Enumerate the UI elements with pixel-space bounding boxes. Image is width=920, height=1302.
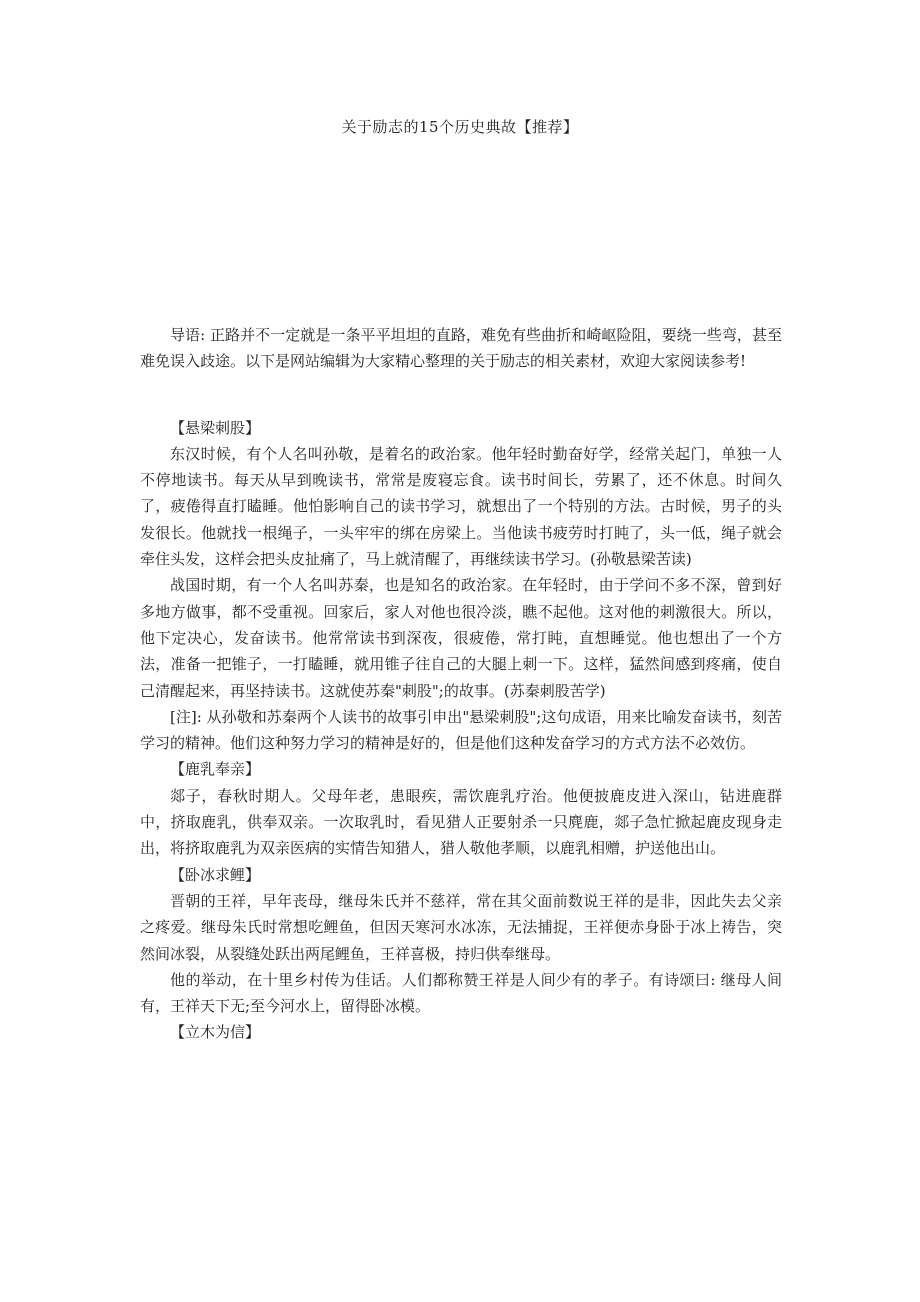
document-body (140, 322, 782, 1046)
intro-paragraph: 导语: 正路并不一定就是一条平平坦坦的直路，难免有些曲折和崎岖险阻，要绕一些弯，甚至难免误入歧途。以下是网站编辑为大家精心整理的关于励志的相关素材，欢迎大家阅读参考! (140, 326, 782, 371)
section-paragraph: 郯子，春秋时期人。父母年老，患眼疾，需饮鹿乳疗治。他便披鹿皮进入深山，钻进鹿群中，挤取鹿乳，供奉双亲。一次取乳时，看见猎人正要射杀一只麂鹿，郯子急忙掀起鹿皮现身走出，将挤取鹿乳为双亲医病的实情告知猎人，猎人敬他孝顺，以鹿乳相赠，护送他出山。 (140, 786, 782, 858)
section-heading-luru-fengqin: 【鹿乳奉亲】 (170, 760, 261, 779)
section-heading-xuanliang-cigu: 【悬梁刺股】 (170, 418, 261, 437)
section-paragraph: 晋朝的王祥，早年丧母，继母朱氏并不慈祥，常在其父面前数说王祥的是非，因此失去父亲之疼爱。继母朱氏时常想吃鲤鱼，但因天寒河水冰冻，无法捕捉，王祥便赤身卧于冰上祷告，突然间冰裂，从裂缝处跃出两尾鲤鱼，王祥喜极，持归供奉继母。 (140, 891, 782, 963)
note-paragraph: [注]: 从孙敬和苏秦两个人读书的故事引申出"悬梁刺股";这句成语，用来比喻发奋读书，刻苦学习的精神。他们这种努力学习的精神是好的，但是他们这种发奋学习的方式方法不必效仿。 (140, 707, 782, 753)
section-heading-wobing-qiuli: 【卧冰求鲤】 (170, 865, 261, 884)
section-paragraph: 东汉时候，有个人名叫孙敬，是着名的政治家。他年轻时勤奋好学，经常关起门，单独一人不停地读书。每天从早到晚读书，常常是废寝忘食。读书时间长，劳累了，还不休息。时间久了，疲倦得直打瞌睡。他怕影响自己的读书学习，就想出了一个特别的方法。古时候，男子的头发很长。他就找一根绳子，一头牢牢的绑在房梁上。当他读书疲劳时打盹了，头一低，绳子就会牵住头发，这样会把头皮扯痛了，马上就清醒了，再继续读书学习。(孙敬悬梁苦读) (140, 444, 782, 569)
section-heading-limu-weixin: 【立木为信】 (170, 1023, 261, 1042)
section-paragraph: 战国时期，有一个人名叫苏秦，也是知名的政治家。在年轻时，由于学问不多不深，曾到好多地方做事，都不受重视。回家后，家人对他也很冷淡，瞧不起他。这对他的刺激很大。所以，他下定决心，发奋读书。他常常读书到深夜，很疲倦，常打盹，直想睡觉。他也想出了一个方法，准备一把锥子，一打瞌睡，就用锥子往自己的大腿上刺一下。这样，猛然间感到疼痛，使自己清醒起来，再坚持读书。这就使苏秦"刺股";的故事。(苏秦刺股苦学) (140, 576, 782, 700)
spacer (140, 375, 782, 415)
document-title: 关于励志的15个历史典故【推荐】 (341, 118, 579, 136)
section-paragraph: 他的举动，在十里乡村传为佳话。人们都称赞王祥是人间少有的孝子。有诗颂曰: 继母人间有，王祥天下无;至今河水上，留得卧冰模。 (140, 970, 782, 1016)
